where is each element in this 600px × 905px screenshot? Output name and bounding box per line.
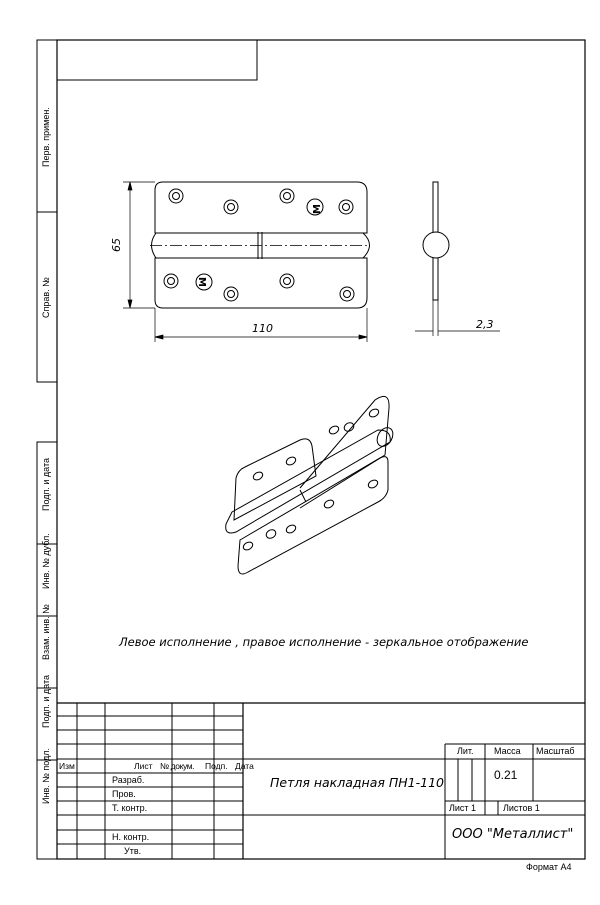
side-label-perv-primen: Перв. примен. — [41, 107, 51, 167]
side-label-vzam-inv: Взам. инв. № — [41, 604, 51, 660]
hinge-isometric-view — [226, 396, 396, 574]
tb-list-number: Лист 1 — [449, 803, 477, 813]
side-label-podp-data-1: Подп. и дата — [41, 457, 51, 511]
tb-mass-value: 0.21 — [494, 768, 518, 782]
hinge-mark-upper: М — [312, 204, 323, 214]
tb-row-nkontr: Н. контр. — [112, 832, 150, 842]
isometric-holes — [242, 407, 380, 551]
mounting-holes — [164, 189, 354, 301]
side-label-inv-dubl: Инв. № дубл. — [41, 533, 51, 589]
side-label-podp-data-2: Подп. и дата — [41, 674, 51, 728]
tb-header-podp: Подп. — [205, 761, 228, 771]
tb-header-list: Лист — [134, 761, 153, 771]
hinge-mark-lower: М — [196, 277, 207, 287]
tb-row-utv: Утв. — [124, 846, 142, 856]
tb-header-ndokum: № докум. — [160, 761, 195, 771]
tb-masshtab: Масштаб — [536, 746, 575, 756]
tb-massa: Масса — [494, 746, 521, 756]
company-name: ООО "Металлист" — [452, 827, 574, 842]
dimension-width: 110 — [252, 322, 273, 335]
drawing-caption: Левое исполнение , правое исполнение - зеркальное отображение — [119, 635, 529, 649]
side-label-sprav-no: Справ. № — [41, 277, 51, 318]
sheet-frame — [57, 40, 585, 859]
document-title: Петля накладная ПН1-110 — [270, 775, 444, 790]
side-label-inv-podl: Инв. № подл. — [41, 747, 51, 804]
dimension-height: 65 — [110, 238, 123, 252]
top-stamp-box — [57, 40, 257, 80]
tb-row-tkontr: Т. контр. — [112, 803, 148, 813]
tb-header-izm: Изм — [59, 761, 75, 771]
hinge-side-view — [423, 182, 449, 300]
tb-header-data: Дата — [235, 761, 254, 771]
format-label: Формат А4 — [526, 862, 572, 872]
dimension-thickness: 2,3 — [476, 318, 494, 331]
tb-lit: Лит. — [457, 746, 474, 756]
tb-row-razrab: Разраб. — [112, 775, 145, 785]
tb-row-prov: Пров. — [112, 789, 136, 799]
tb-listov-count: Листов 1 — [503, 803, 540, 813]
